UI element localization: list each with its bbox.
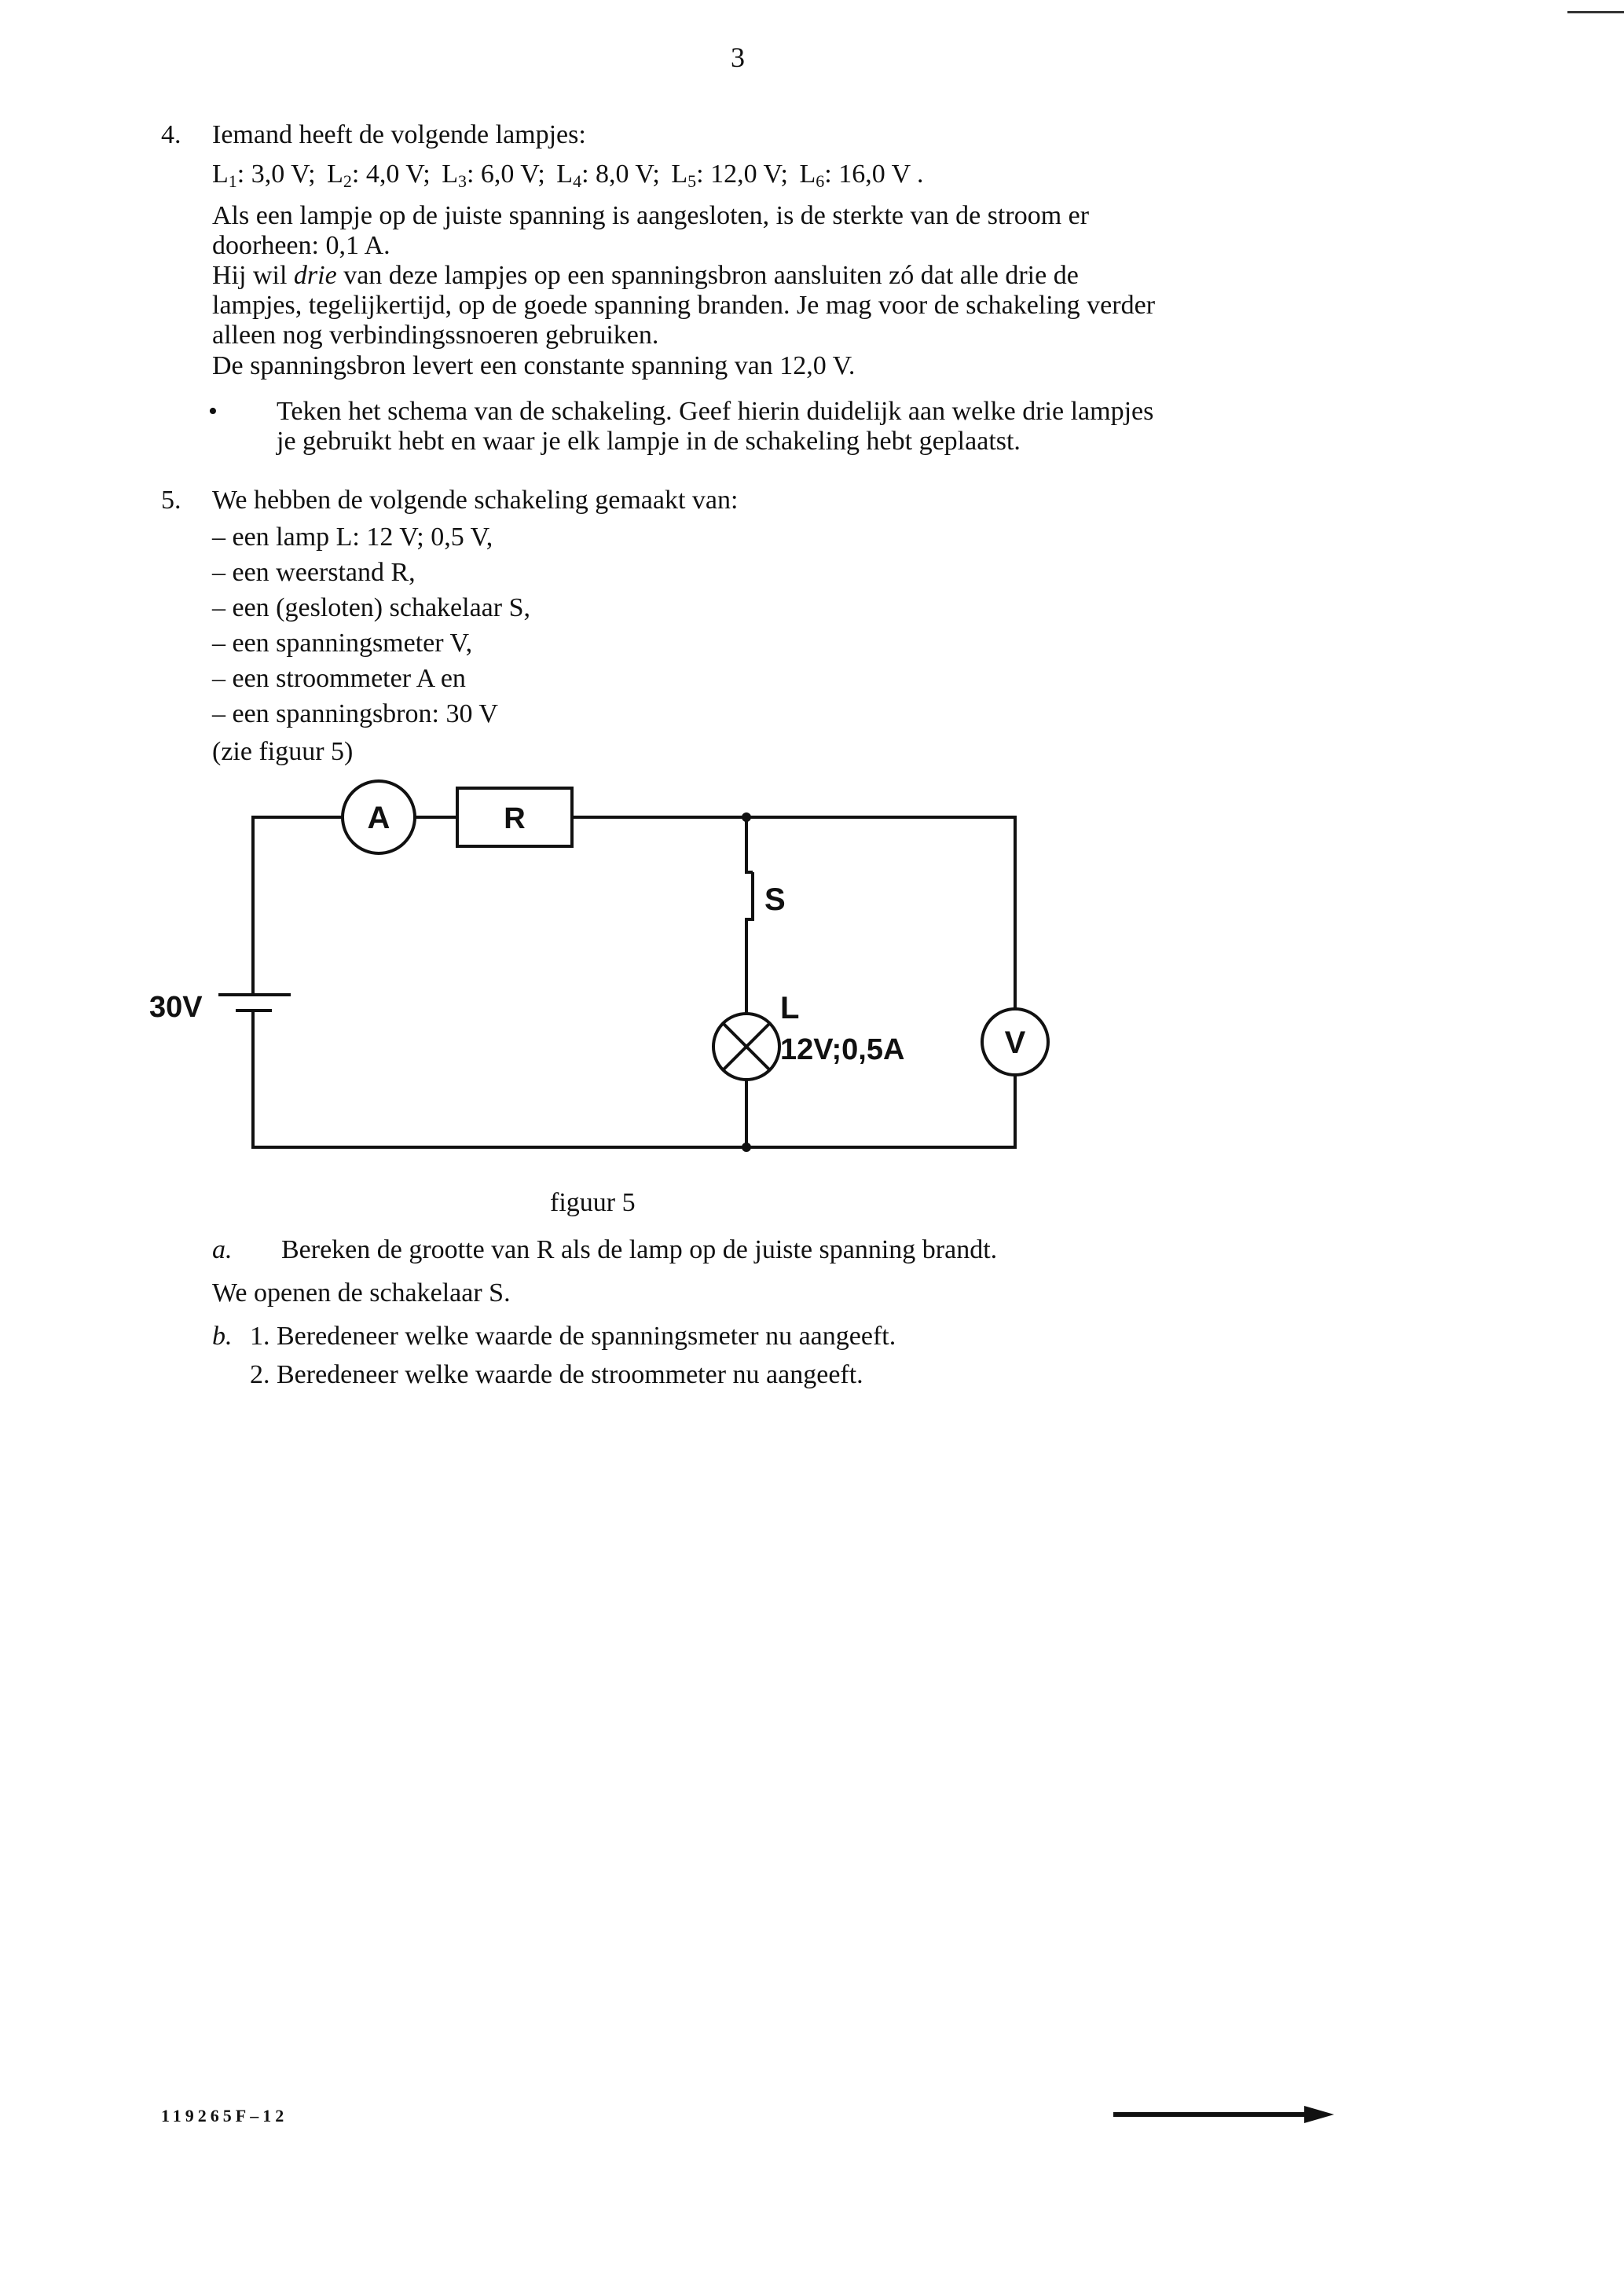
question-4-line-3: Hij wil drie van deze lampjes op een spanningsbron aansluiten zó dat alle drie de [212, 261, 1079, 290]
question-4-line-4: lampjes, tegelijkertijd, op de goede spanning branden. Je mag voor de schakeling verder [212, 291, 1156, 320]
emphasis-drie: drie [293, 261, 337, 290]
lamp-3: $L_3$: 6,0 V; [442, 160, 545, 191]
subquestion-b-label: b. [212, 1322, 233, 1351]
question-4-line-1: Als een lampje op de juiste spanning is aangesloten, is de sterkte van de stroom er [212, 201, 1090, 230]
question-4-task-line-1: Teken het schema van de schakeling. Geef hierin duidelijk aan welke drie lampjes [277, 397, 1154, 426]
component-item-resistor: – een weerstand R, [212, 558, 416, 587]
question-4-task-line-2: je gebruikt hebt en waar je elk lampje in de schakeling hebt geplaatst. [277, 427, 1021, 456]
lamp-4: $L_4$: 8,0 V; [556, 160, 660, 191]
question-4-line-2: doorheen: 0,1 A. [212, 231, 390, 260]
lamp-2: $L_2$: 4,0 V; [327, 160, 431, 191]
junction-bottom [742, 1142, 751, 1152]
lamp-name-label: L [780, 991, 800, 1025]
subquestion-a-label: a. [212, 1235, 233, 1264]
question-5-number: 5. [161, 486, 181, 515]
switch-label: S [764, 882, 786, 917]
bullet-icon: • [208, 397, 218, 426]
question-4-line-5: alleen nog verbindingssnoeren gebruiken. [212, 321, 659, 350]
document-code: 119265F–12 [161, 2106, 288, 2125]
component-item-voltmeter: – een spanningsmeter V, [212, 629, 473, 658]
ammeter-label: A [367, 801, 390, 835]
resistor-label: R [504, 802, 526, 835]
lamp-5: $L_5$: 12,0 V; [671, 160, 788, 191]
switch-open-statement: We openen de schakelaar S. [212, 1278, 511, 1308]
switch-symbol [746, 872, 753, 921]
page-number: 3 [731, 42, 745, 73]
question-4-line-6: De spanningsbron levert een constante spanning van 12,0 V. [212, 351, 856, 380]
component-item-ammeter: – een stroommeter A en [212, 664, 466, 693]
corner-rule [1567, 11, 1624, 13]
subquestion-a-text: Bereken de grootte van R als de lamp op de juiste spanning brandt. [281, 1235, 998, 1264]
figure-caption: figuur 5 [550, 1188, 636, 1217]
figure-reference: (zie figuur 5) [212, 737, 354, 766]
subquestion-b1-text: 1. Beredeneer welke waarde de spanningsmeter nu aangeeft. [250, 1322, 896, 1351]
component-item-source: – een spanningsbron: 30 V [212, 699, 498, 728]
next-page-arrow-icon [1112, 2103, 1336, 2126]
question-4-intro: Iemand heeft de volgende lampjes: [212, 120, 586, 149]
component-item-switch: – een (gesloten) schakelaar S, [212, 593, 530, 622]
lamp-1: $L_1$: 3,0 V; [212, 160, 316, 191]
junction-top [742, 812, 751, 822]
lamp-6: $L_6$: 16,0 V . [799, 160, 924, 191]
battery-symbol [218, 995, 291, 1010]
voltmeter-label: V [1004, 1025, 1026, 1060]
question-5-intro: We hebben de volgende schakeling gemaakt van: [212, 486, 739, 515]
lamp-symbol [713, 1014, 779, 1080]
subquestion-b2-text: 2. Beredeneer welke waarde de stroommeter nu aangeeft. [250, 1360, 863, 1389]
question-4-number: 4. [161, 120, 181, 149]
component-item-lamp: – een lamp L: 12 V; 0,5 V, [212, 523, 493, 552]
lamp-rating-label: 12V;0,5A [780, 1033, 905, 1066]
source-label: 30V [149, 991, 203, 1024]
